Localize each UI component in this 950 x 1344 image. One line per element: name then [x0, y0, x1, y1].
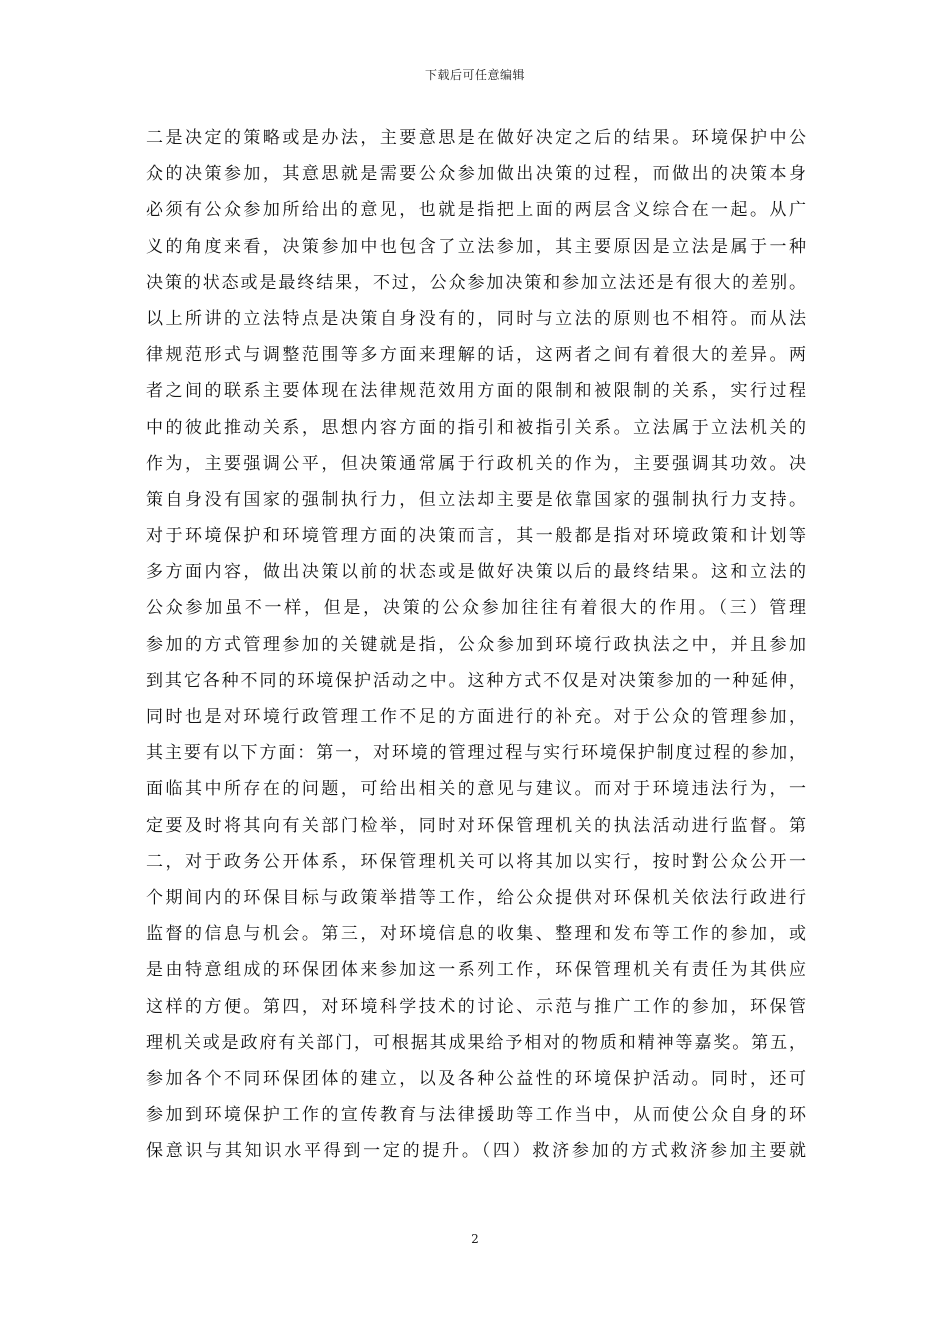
text-line: 义的角度来看，决策参加中也包含了立法参加，其主要原因是立法是属于一种	[146, 236, 806, 257]
text-line: 必须有公众参加所给出的意见，也就是指把上面的两层含义综合在一起。从广	[146, 200, 806, 221]
page-number: 2	[471, 1232, 479, 1246]
text-line: 多方面内容，做出决策以前的状态或是做好决策以后的最终结果。这和立法的	[146, 562, 806, 583]
text-line: 众的决策参加，其意思就是需要公众参加做出决策的过程，而做出的决策本身	[146, 164, 806, 185]
text-line: 同时也是对环境行政管理工作不足的方面进行的补充。对于公众的管理参加，	[146, 707, 806, 727]
body-text	[146, 120, 806, 1169]
text-line: 保意识与其知识水平得到一定的提升。（四）救济参加的方式救济参加主要就	[146, 1141, 806, 1162]
text-line: 参加到环境保护工作的宣传教育与法律援助等工作当中，从而使公众自身的环	[146, 1105, 806, 1126]
text-line: 公众参加虽不一样，但是，决策的公众参加往往有着很大的作用。（三）管理	[146, 598, 806, 619]
text-line: 中的彼此推动关系，思想内容方面的指引和被指引关系。立法属于立法机关的	[146, 417, 806, 438]
text-line: 定要及时将其向有关部门检举，同时对环保管理机关的执法活动进行监督。第	[146, 815, 806, 836]
text-line: 是由特意组成的环保团体来参加这一系列工作，环保管理机关有责任为其供应	[146, 960, 806, 981]
text-line: 二，对于政务公开体系，环保管理机关可以将其加以实行，按时對公众公开一	[146, 851, 806, 872]
text-line: 以上所讲的立法特点是决策自身没有的，同时与立法的原则也不相符。而从法	[146, 308, 806, 329]
text-line: 理机关或是政府有关部门，可根据其成果给予相对的物质和精神等嘉奖。第五，	[146, 1032, 806, 1053]
page-header: 下载后可任意编辑	[424, 68, 525, 82]
text-line: 律规范形式与调整范围等多方面来理解的话，这两者之间有着很大的差异。两	[146, 345, 806, 366]
text-line: 个期间内的环保目标与政策举措等工作，给公众提供对环保机关依法行政进行	[146, 887, 806, 908]
text-line: 者之间的联系主要体现在法律规范效用方面的限制和被限制的关系，实行过程	[146, 381, 806, 402]
text-line: 参加各个不同环保团体的建立，以及各种公益性的环境保护活动。同时，还可	[146, 1068, 806, 1089]
text-line: 作为，主要强调公平，但决策通常属于行政机关的作为，主要强调其功效。决	[146, 453, 806, 474]
text-line: 到其它各种不同的环境保护活动之中。这种方式不仅是对决策参加的一种延伸，	[146, 670, 806, 691]
text-line: 参加的方式管理参加的关键就是指，公众参加到环境行政执法之中，并且参加	[146, 634, 806, 655]
text-line: 面临其中所存在的问题，可给出相关的意见与建议。而对于环境违法行为，一	[146, 779, 806, 800]
text-line: 策自身没有国家的强制执行力，但立法却主要是依靠国家的强制执行力支持。	[146, 489, 806, 510]
text-line: 这样的方便。第四，对环境科学技术的讨论、示范与推广工作的参加，环保管	[146, 996, 806, 1017]
text-line: 决策的状态或是最终结果，不过，公众参加决策和参加立法还是有很大的差别。	[146, 272, 806, 293]
text-line: 监督的信息与机会。第三，对环境信息的收集、整理和发布等工作的参加，或	[146, 924, 806, 945]
text-line: 其主要有以下方面：第一，对环境的管理过程与实行环境保护制度过程的参加，	[146, 743, 806, 764]
text-line: 二是决定的策略或是办法，主要意思是在做好决定之后的结果。环境保护中公	[146, 128, 806, 148]
text-line: 对于环境保护和环境管理方面的决策而言，其一般都是指对环境政策和计划等	[146, 526, 806, 547]
